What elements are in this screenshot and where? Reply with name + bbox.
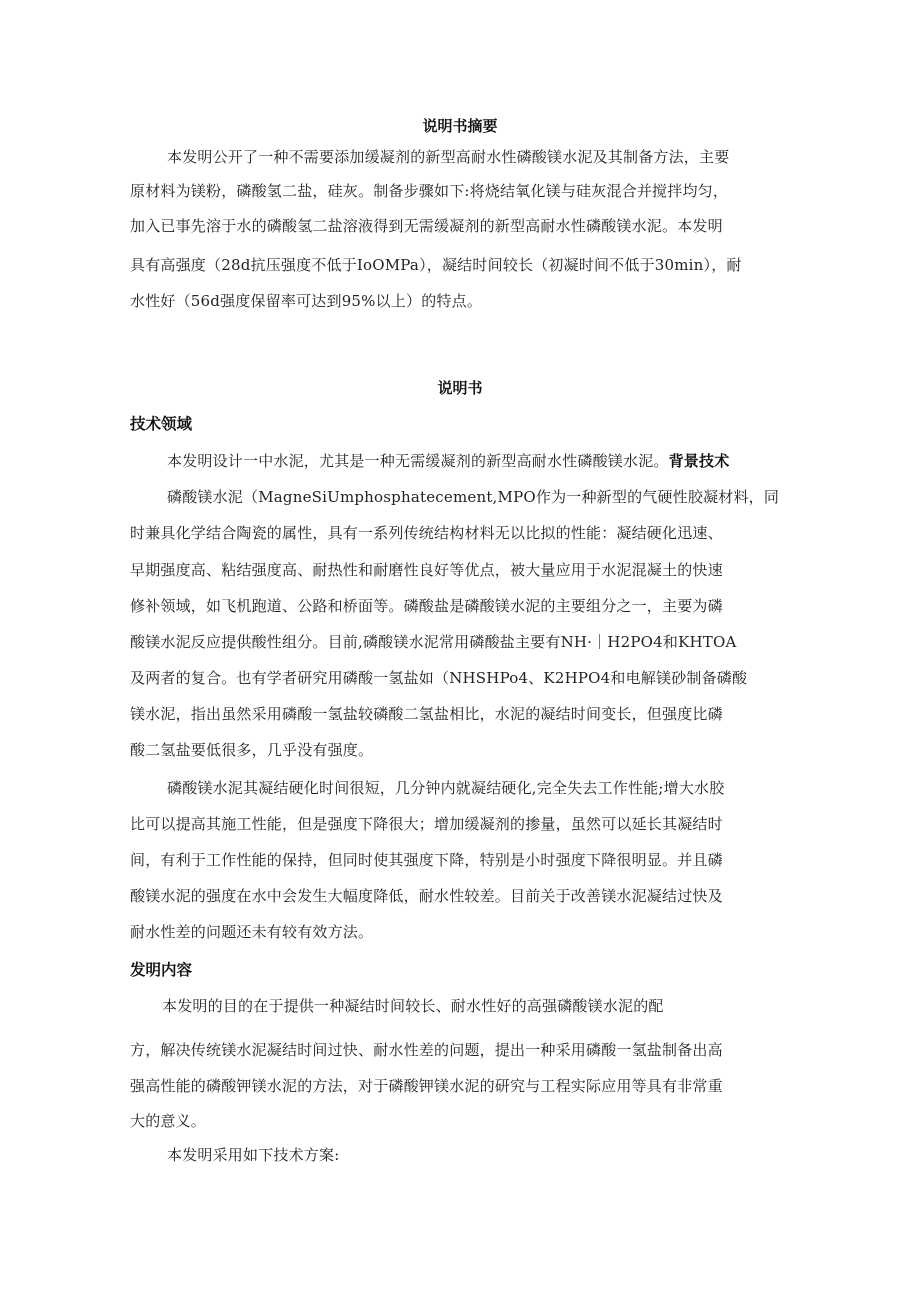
abstract-line: 原材料为镁粉，磷酸氢二盐，硅灰。制备步骤如下:将烧结氧化镁与硅灰混合并搅拌均匀， xyxy=(130,182,729,200)
background-line: 磷酸镁水泥其凝结硬化时间很短，几分钟内就凝结硬化,完全失去工作性能;增大水胶 xyxy=(167,779,725,797)
background-line: 及两者的复合。也有学者研究用磷酸一氢盐如（NHSHPo4、K2HPO4和电解镁砂制备磷酸 xyxy=(130,669,748,687)
background-line: 比可以提高其施工性能，但是强度下降很大；增加缓凝剂的掺量，虽然可以延长其凝结时 xyxy=(130,815,723,833)
background-line: 早期强度高、粘结强度高、耐热性和耐磨性良好等优点，被大量应用于水泥混凝土的快速 xyxy=(130,561,723,579)
spec-title: 说明书 xyxy=(437,379,483,397)
invention-line: 本发明采用如下技术方案: xyxy=(167,1146,340,1164)
abstract-line: 本发明公开了一种不需要添加缓凝剂的新型高耐水性磷酸镁水泥及其制备方法，主要 xyxy=(167,148,730,166)
abstract-line: 加入已事先溶于水的磷酸氢二盐溶液得到无需缓凝剂的新型高耐水性磷酸镁水泥。本发明 xyxy=(130,217,723,235)
invention-line: 方，解决传统镁水泥凝结时间过快、耐水性差的问题，提出一种采用磷酸一氢盐制备出高 xyxy=(130,1041,723,1059)
background-line: 修补领域，如飞机跑道、公路和桥面等。磷酸盐是磷酸镁水泥的主要组分之一，主要为磷 xyxy=(130,597,723,615)
invention-heading: 发明内容 xyxy=(130,961,193,979)
background-line: 时兼具化学结合陶瓷的属性，具有一系列传统结构材料无以比拟的性能：凝结硬化迅速、 xyxy=(130,524,723,542)
background-heading: 背景技术 xyxy=(668,452,730,470)
background-line: 间，有利于工作性能的保持，但同时使其强度下降，特别是小时强度下降很明显。并且磷 xyxy=(130,851,723,869)
background-line: 磷酸镁水泥（MagneSiUmphosphatecement,MPO作为一种新型的气硬性胶凝材料，同 xyxy=(167,488,780,506)
invention-line: 强高性能的磷酸钾镁水泥的方法，对于磷酸钾镁水泥的研究与工程实际应用等具有非常重 xyxy=(130,1077,723,1095)
tech-field-text: 本发明设计一中水泥，尤其是一种无需缓凝剂的新型高耐水性磷酸镁水泥。 xyxy=(167,452,669,470)
tech-field-heading: 技术领域 xyxy=(130,415,193,433)
invention-line: 本发明的目的在于提供一种凝结时间较长、耐水性好的高强磷酸镁水泥的配 xyxy=(162,997,664,1015)
background-line: 酸二氢盐要低很多，几乎没有强度。 xyxy=(130,741,374,759)
abstract-line: 水性好（56d强度保留率可达到95%以上）的特点。 xyxy=(130,292,483,310)
abstract-title: 说明书摘要 xyxy=(422,117,498,135)
background-line: 酸镁水泥的强度在水中会发生大幅度降低，耐水性较差。目前关于改善镁水泥凝结过快及 xyxy=(130,887,723,905)
background-line: 耐水性差的问题还未有较有效方法。 xyxy=(130,923,374,941)
abstract-line: 具有高强度（28d抗压强度不低于IoOMPa），凝结时间较长（初凝时间不低于30min），耐 xyxy=(130,256,742,274)
tech-field-line xyxy=(167,450,729,471)
invention-line: 大的意义。 xyxy=(130,1112,207,1130)
background-line: 镁水泥，指出虽然采用磷酸一氢盐较磷酸二氢盐相比，水泥的凝结时间变长，但强度比磷 xyxy=(130,705,723,723)
background-line: 酸镁水泥反应提供酸性组分。目前,磷酸镁水泥常用磷酸盐主要有NH·｜H2PO4和KHTOA xyxy=(130,633,737,651)
